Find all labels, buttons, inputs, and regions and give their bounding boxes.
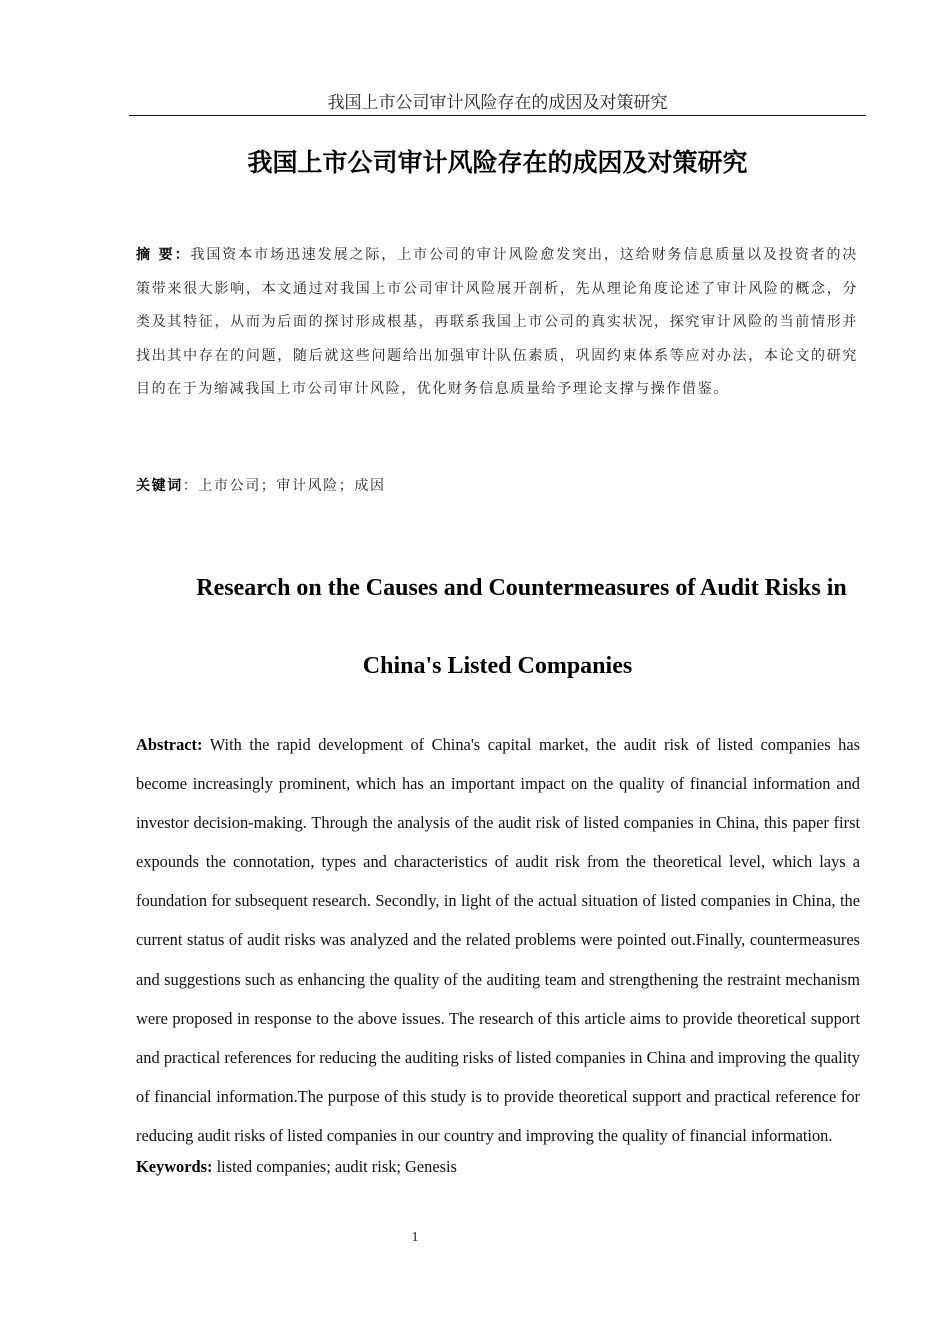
chinese-keywords-label: 关键词 (136, 478, 183, 494)
english-title-line-1: Research on the Causes and Countermeasures of Audit Risks in (196, 575, 847, 601)
chinese-keywords-text: ：上市公司；审计风险；成因 (182, 478, 386, 494)
chinese-abstract (136, 239, 858, 407)
english-keywords (136, 1155, 860, 1179)
english-abstract-label: Abstract: (136, 735, 203, 754)
english-keywords-text: listed companies; audit risk; Genesis (212, 1157, 457, 1176)
page-number: 1 (411, 1230, 419, 1245)
header-rule (129, 115, 866, 116)
english-title-line-2: China's Listed Companies (362, 653, 633, 679)
chinese-abstract-label: 摘 要： (136, 247, 191, 263)
chinese-title: 我国上市公司审计风险存在的成因及对策研究 (247, 148, 748, 177)
english-abstract-text: With the rapid development of China's capital market, the audit risk of listed companies has become increasingly prominent, which has an important impact on the quality of financial information and investor decision-making. Through the analysis of the audit risk of listed companies in China, this paper first expounds the connotation, types and characteristics of audit risk from the theoretical level, which lays a foundation for subsequent research. Secondly, in light of the actual situation of listed companies in China, the current status of audit risks was analyzed and the related problems were pointed out.Finally, countermeasures and suggestions such as enhancing the quality of the auditing team and strengthening the restraint mechanism were proposed in response to the above issues. The research of this article aims to provide theoretical support and practical references for reducing the auditing risks of listed companies in China and improving the quality of financial information.The purpose of this study is to provide theoretical support and practical reference for reducing audit risks of listed companies in our country and improving the quality of financial information. (136, 735, 860, 1145)
english-title (140, 549, 855, 705)
english-keywords-label: Keywords: (136, 1157, 213, 1176)
chinese-keywords (136, 473, 858, 499)
english-abstract (136, 725, 860, 1155)
chinese-abstract-text: 我国资本市场迅速发展之际，上市公司的审计风险愈发突出，这给财务信息质量以及投资者的决策带来很大影响，本文通过对我国上市公司审计风险展开剖析，先从理论角度论述了审计风险的概念，分类及其特征，从而为后面的探讨形成根基，再联系我国上市公司的真实状况，探究审计风险的当前情形并找出其中存在的问题，随后就这些问题给出加强审计队伍素质，巩固约束体系等应对办法，本论文的研究目的在于为缩减我国上市公司审计风险，优化财务信息质量给予理论支撑与操作借鉴。 (136, 247, 858, 397)
running-header: 我国上市公司审计风险存在的成因及对策研究 (327, 93, 668, 113)
